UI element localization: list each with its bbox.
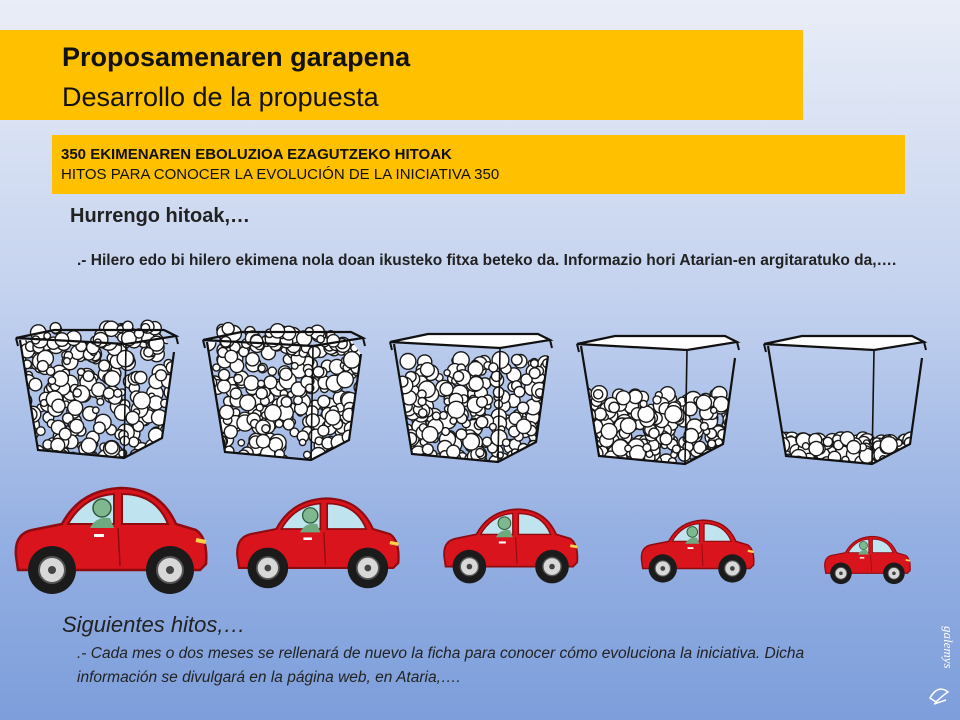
stone <box>476 416 488 428</box>
stone <box>224 425 237 438</box>
stone <box>432 412 440 420</box>
stone <box>607 457 618 468</box>
stone <box>587 446 603 462</box>
stone <box>517 402 528 413</box>
stone <box>730 442 736 448</box>
stone <box>575 432 591 448</box>
stone <box>238 440 244 446</box>
stone <box>103 388 114 399</box>
basket-most <box>388 322 556 472</box>
basket-rim <box>390 334 550 348</box>
stone <box>823 437 832 446</box>
stone <box>304 451 311 458</box>
stone <box>337 372 353 388</box>
stone <box>726 435 740 449</box>
stone <box>901 447 915 461</box>
stone <box>234 374 243 383</box>
stone <box>21 453 31 463</box>
paragraph-eu: .- Hilero edo bi hilero ekimena nola doan ikusteko fitxa beteko da. Informazio hori Atarian-en argitaratuko da,…. <box>77 252 897 269</box>
stone <box>400 455 407 462</box>
car-hub <box>166 566 174 574</box>
stone <box>914 454 924 464</box>
stone <box>351 344 359 352</box>
stone <box>768 452 774 458</box>
stone <box>358 426 364 432</box>
stone <box>280 368 292 380</box>
stone <box>400 354 416 370</box>
stone <box>308 346 320 358</box>
stone <box>203 450 215 462</box>
stone <box>580 446 595 461</box>
basket-full <box>14 318 182 468</box>
stone <box>771 455 785 469</box>
stone <box>256 388 267 399</box>
stone <box>294 396 303 405</box>
stone <box>156 370 167 381</box>
stone <box>354 429 370 445</box>
stone <box>767 454 773 460</box>
stone <box>503 439 510 446</box>
stone <box>114 389 122 397</box>
stone <box>609 402 619 412</box>
stone <box>696 395 711 410</box>
stone <box>155 444 162 451</box>
title-es: Desarrollo de la propuesta <box>62 82 379 112</box>
stone <box>706 452 717 463</box>
stone <box>225 350 238 363</box>
stone <box>440 383 453 396</box>
car-smallest <box>822 532 912 585</box>
car-hub <box>48 566 56 574</box>
stone <box>291 363 298 370</box>
car-hub <box>264 565 271 572</box>
paragraph-es: .- Cada mes o dos meses se rellenará de nuevo la ficha para conocer cómo evoluciona la iniciativa. Dicha información se divulgará en la página web, en Ataria,…. <box>77 645 805 686</box>
stone <box>203 407 211 415</box>
stone <box>649 428 659 438</box>
stone <box>469 377 483 391</box>
stone <box>18 442 30 454</box>
stone <box>129 437 139 447</box>
stone <box>653 396 661 404</box>
stone <box>22 426 28 432</box>
stone <box>270 324 284 338</box>
driver <box>303 508 318 523</box>
stone <box>905 454 917 466</box>
stone <box>256 404 263 411</box>
stone <box>35 453 41 459</box>
stone <box>230 388 241 399</box>
car-largest <box>10 478 210 596</box>
stone <box>48 377 55 384</box>
driver <box>93 499 111 517</box>
stone <box>887 459 895 467</box>
stone <box>29 378 42 391</box>
stone <box>766 454 774 462</box>
stone <box>768 437 781 450</box>
stone <box>399 426 407 434</box>
stone <box>453 371 463 381</box>
stone <box>584 426 592 434</box>
car-hub <box>549 564 555 570</box>
stone <box>306 414 319 427</box>
stone <box>774 454 782 462</box>
stone <box>313 367 324 378</box>
stone <box>318 395 330 407</box>
car-handle <box>499 541 506 543</box>
car-hub <box>839 572 843 576</box>
stone <box>911 457 919 465</box>
stone <box>916 445 924 453</box>
stone <box>907 455 914 462</box>
stone <box>283 419 294 430</box>
stone <box>21 445 31 455</box>
stone <box>766 439 779 452</box>
stone <box>208 447 221 460</box>
stone <box>318 425 329 436</box>
stone <box>765 458 773 466</box>
stone <box>775 455 784 464</box>
stone <box>625 445 632 452</box>
stone <box>262 425 270 433</box>
stone <box>890 453 905 468</box>
title-eu: Proposamenaren garapena <box>62 42 411 72</box>
stone <box>150 450 159 459</box>
stone <box>68 400 83 415</box>
stone <box>765 441 782 458</box>
stone <box>133 392 150 409</box>
stone <box>165 422 181 438</box>
car-handle <box>860 557 864 558</box>
stone <box>514 387 525 398</box>
stone <box>910 437 921 448</box>
stone <box>583 434 593 444</box>
stone <box>489 363 498 372</box>
stone <box>203 407 214 418</box>
stone <box>765 450 779 464</box>
title-banner <box>0 30 803 120</box>
stone <box>577 409 590 422</box>
car-headlight <box>748 551 754 552</box>
stone <box>582 458 593 469</box>
stone <box>37 427 46 436</box>
stone <box>907 454 923 470</box>
stone <box>545 438 555 448</box>
stone <box>258 380 265 387</box>
basket-nearly-full <box>201 320 369 470</box>
driver <box>687 527 698 538</box>
car-handle <box>94 534 104 537</box>
stone <box>219 369 230 380</box>
stone <box>244 376 259 391</box>
stone <box>73 389 81 397</box>
stone <box>916 439 930 453</box>
stone <box>50 323 61 334</box>
stone <box>393 452 408 467</box>
stone <box>909 444 925 460</box>
stone <box>904 452 919 467</box>
stone <box>621 418 637 434</box>
stone <box>582 431 592 441</box>
stone <box>419 409 427 417</box>
stone <box>894 453 902 461</box>
stone <box>281 397 291 407</box>
subtitle-es: HITOS PARA CONOCER LA EVOLUCIÓN DE LA INICIATIVA 350 <box>61 166 500 183</box>
stone <box>476 449 484 457</box>
car-hub <box>892 572 896 576</box>
stone <box>444 370 450 376</box>
stone <box>317 335 324 342</box>
stone <box>665 406 682 423</box>
stone <box>727 424 736 433</box>
car-handle <box>688 547 694 549</box>
car-hub <box>660 566 665 571</box>
stone <box>421 363 435 377</box>
stone <box>240 395 256 411</box>
stone <box>543 445 555 457</box>
basket-rim <box>764 336 924 350</box>
stone <box>358 381 365 388</box>
stone <box>21 433 27 439</box>
stone <box>729 422 742 435</box>
stone <box>83 371 94 382</box>
stone <box>584 410 590 416</box>
stone <box>52 399 65 412</box>
driver <box>498 517 511 530</box>
stone <box>775 457 790 472</box>
stone <box>761 442 775 456</box>
stone <box>616 391 630 405</box>
stone <box>64 358 71 365</box>
stone <box>531 360 539 368</box>
stone <box>168 395 178 405</box>
stone <box>902 450 913 461</box>
stone <box>105 441 118 454</box>
stone <box>517 419 532 434</box>
stone <box>708 440 716 448</box>
stone <box>643 444 651 452</box>
stone <box>450 418 457 425</box>
stone <box>580 439 589 448</box>
stone <box>15 430 28 443</box>
stone <box>640 400 647 407</box>
stone <box>325 410 340 425</box>
stone <box>779 457 791 469</box>
stone <box>126 411 139 424</box>
car-large <box>232 490 402 590</box>
stone <box>357 419 366 428</box>
basket-low <box>762 324 930 474</box>
stone <box>264 376 277 389</box>
stone <box>59 428 71 440</box>
stone <box>774 437 790 453</box>
car-headlight <box>390 543 398 545</box>
stone <box>93 407 99 413</box>
car-small <box>638 514 756 584</box>
stone <box>847 441 860 454</box>
stone <box>717 448 731 462</box>
stone <box>327 335 339 347</box>
stone <box>105 371 121 387</box>
stone <box>393 456 405 468</box>
stone <box>594 408 606 420</box>
subtitle-eu: 350 EKIMENAREN EBOLUZIOA EZAGUTZEKO HITOAK <box>61 146 452 163</box>
stone <box>726 446 741 461</box>
stone <box>51 438 65 452</box>
car-handle <box>303 537 311 540</box>
stone <box>700 423 708 431</box>
stone <box>711 407 717 413</box>
stone <box>37 361 48 372</box>
stone <box>348 453 356 461</box>
car-hub <box>730 566 735 571</box>
stone <box>392 417 404 429</box>
stone <box>733 409 742 418</box>
subtitle-banner <box>52 135 905 194</box>
stone <box>917 451 927 461</box>
stone <box>773 457 784 468</box>
stone <box>351 424 368 441</box>
stone <box>914 440 923 449</box>
stone <box>905 447 919 461</box>
stone <box>767 432 783 448</box>
stone <box>99 360 110 371</box>
car-hub <box>467 564 473 570</box>
stone <box>393 439 404 450</box>
stone <box>724 446 740 462</box>
stone <box>802 443 809 450</box>
stone <box>916 447 923 454</box>
stone <box>265 405 281 421</box>
stone <box>770 451 777 458</box>
car-headlight <box>570 546 577 547</box>
stone <box>580 424 589 433</box>
stone <box>535 453 541 459</box>
stone <box>918 457 928 467</box>
stone <box>162 449 169 456</box>
stone <box>578 445 589 456</box>
stone <box>251 335 263 347</box>
stone <box>660 433 672 445</box>
stone <box>525 455 534 464</box>
stone <box>539 447 555 463</box>
stone <box>204 435 217 448</box>
stone <box>166 451 174 459</box>
stone <box>601 423 617 439</box>
stone <box>512 354 523 365</box>
stone <box>638 406 654 422</box>
logo-text: galemys <box>941 626 956 669</box>
car-headlight <box>906 560 910 561</box>
stone <box>257 435 270 448</box>
stone <box>766 445 779 458</box>
stone <box>448 401 465 418</box>
basket-half <box>575 324 743 474</box>
stone <box>238 450 250 462</box>
car-medium <box>440 502 580 585</box>
stone <box>483 437 492 446</box>
basket-rim <box>577 336 737 350</box>
stone <box>594 390 603 399</box>
stone <box>726 432 732 438</box>
stone <box>97 398 104 405</box>
stone <box>305 369 313 377</box>
stone <box>577 456 591 470</box>
stone <box>732 446 739 453</box>
stone <box>728 451 744 467</box>
stone <box>268 367 276 375</box>
stone <box>770 445 777 452</box>
stone <box>344 352 360 368</box>
stone <box>258 365 265 372</box>
heading-es: Siguientes hitos,… <box>62 612 246 637</box>
stone <box>773 441 781 449</box>
stone <box>70 419 84 433</box>
stone <box>418 398 426 406</box>
stone <box>135 372 147 384</box>
galemys-logo <box>924 620 954 710</box>
stone <box>907 454 913 460</box>
stone <box>730 429 737 436</box>
stone <box>387 405 402 420</box>
stone <box>299 439 305 445</box>
stone <box>912 443 928 459</box>
stone <box>717 449 723 455</box>
stone <box>220 405 234 419</box>
stone <box>726 421 735 430</box>
heading-eu: Hurrengo hitoak,… <box>70 205 251 227</box>
stone <box>218 380 231 393</box>
stone <box>490 423 497 430</box>
stone <box>422 427 438 443</box>
car-hub <box>364 565 371 572</box>
stone <box>586 458 598 470</box>
stone <box>543 393 555 405</box>
stone <box>529 368 540 379</box>
stone <box>456 429 467 440</box>
stone <box>576 406 590 420</box>
stone <box>81 438 96 453</box>
stone <box>477 397 488 408</box>
driver <box>859 541 867 549</box>
car-headlight <box>196 540 206 542</box>
stone <box>94 422 106 434</box>
stone <box>893 455 903 465</box>
stone <box>916 443 931 458</box>
